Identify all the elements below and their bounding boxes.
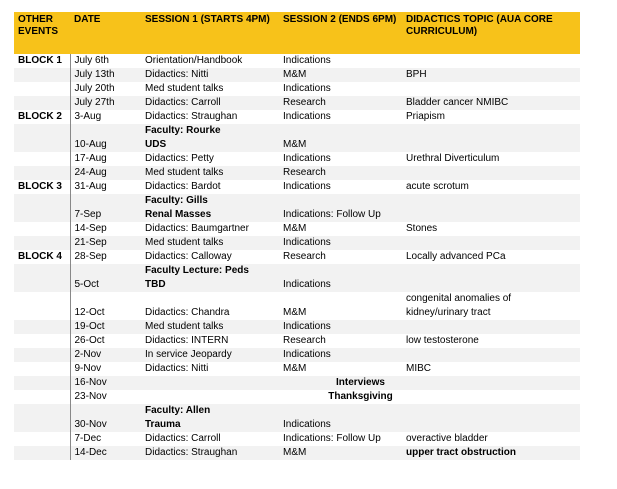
block-cell [14, 124, 70, 152]
session-1-cell: Didactics: INTERN [145, 335, 229, 346]
session-2-cell: M&M [279, 124, 402, 152]
faculty-name: Faculty: Allen [145, 405, 211, 416]
block-cell [14, 348, 70, 362]
table-row [14, 152, 580, 166]
block-cell [14, 376, 70, 390]
table-row [14, 124, 580, 152]
date-cell: 21-Sep [70, 236, 141, 250]
block-cell [14, 96, 70, 110]
topic-cell [402, 348, 580, 362]
session-1-cell: Orientation/Handbook [145, 55, 243, 66]
session-1-cell [141, 264, 279, 292]
block-cell [14, 264, 70, 292]
event-cell: Interviews [141, 376, 580, 390]
session-1-cell [141, 404, 279, 432]
topic-cell: upper tract obstruction [402, 446, 580, 460]
table-row [14, 96, 580, 110]
date-cell: 28-Sep [70, 250, 141, 264]
date-cell: 16-Nov [70, 376, 141, 390]
session-1-cell: Didactics: Petty [145, 153, 214, 164]
table-row [14, 446, 580, 460]
event-cell: Thanksgiving [328, 391, 393, 402]
table-row [14, 166, 580, 180]
session-2-cell: Indications [279, 320, 402, 334]
header-session-1: SESSION 1 (STARTS 4PM) [141, 12, 279, 54]
date-cell: July 27th [70, 96, 141, 110]
topic-cell: Priapism [406, 111, 445, 122]
session-1-cell: Med student talks [141, 320, 279, 334]
session-2-cell: M&M [283, 363, 307, 374]
session-1-cell: Med student talks [141, 166, 279, 180]
block-cell [14, 194, 70, 222]
table-row [14, 110, 580, 124]
session-1-cell: Didactics: Nitti [141, 68, 279, 82]
session-1-cell: Didactics: Calloway [145, 251, 232, 262]
topic-cell: acute scrotum [406, 181, 469, 192]
table-row [14, 362, 580, 376]
session-2-cell: Indications [283, 83, 331, 94]
session-2-cell: Indications: Follow Up [283, 433, 381, 444]
block-cell: BLOCK 3 [18, 181, 62, 192]
table-row [14, 404, 580, 432]
session-1-cell: Didactics: Nitti [145, 363, 209, 374]
session-1-cell: Med student talks [141, 236, 279, 250]
table-row [14, 264, 580, 292]
table-row [14, 348, 580, 362]
date-cell: 3-Aug [70, 110, 141, 124]
session-2-cell: Indications: Follow Up [279, 194, 402, 222]
block-cell [14, 362, 70, 376]
block-cell [14, 152, 70, 166]
topic-cell: Urethral Diverticulum [406, 153, 500, 164]
table-row [14, 54, 580, 68]
session-2-cell: Indications [279, 404, 402, 432]
schedule-table [14, 12, 580, 460]
session-1-cell [141, 124, 279, 152]
block-cell [14, 320, 70, 334]
date-cell: 17-Aug [70, 152, 141, 166]
block-cell [14, 82, 70, 96]
faculty-name: Faculty Lecture: Peds [145, 265, 249, 276]
table-row [14, 236, 580, 250]
date-cell: 31-Aug [70, 180, 141, 194]
date-cell: 26-Oct [70, 334, 141, 348]
date-cell: 7-Dec [70, 432, 141, 446]
topic-cell [402, 124, 580, 152]
topic-cell: overactive bladder [406, 433, 488, 444]
table-row [14, 376, 580, 390]
block-cell: BLOCK 1 [18, 55, 62, 66]
block-cell [14, 446, 70, 460]
header-session-2: SESSION 2 (ENDS 6PM) [279, 12, 402, 54]
topic-cell: BPH [402, 68, 580, 82]
date-cell: 2-Nov [70, 348, 141, 362]
date-cell: 5-Oct [70, 264, 141, 292]
date-cell: 24-Aug [70, 166, 141, 180]
date-cell: July 20th [70, 82, 141, 96]
session-1-cell: Didactics: Baumgartner [145, 223, 249, 234]
block-cell [14, 432, 70, 446]
session-2-cell: Indications [283, 181, 331, 192]
session-2-cell: Research [279, 96, 402, 110]
session-2-cell: M&M [279, 446, 402, 460]
block-cell [14, 404, 70, 432]
session-1-cell: In service Jeopardy [141, 348, 279, 362]
session-2-cell: Indications [283, 111, 331, 122]
faculty-topic: TBD [145, 279, 166, 290]
block-cell [14, 166, 70, 180]
header-other-events: OTHER EVENTS [14, 12, 70, 54]
topic-cell [402, 264, 580, 292]
session-1-cell: Didactics: Straughan [141, 446, 279, 460]
table-row [14, 334, 580, 348]
table-row [14, 390, 580, 404]
date-cell: 9-Nov [70, 362, 141, 376]
table-row [14, 180, 580, 194]
table-row [14, 222, 580, 236]
session-2-cell: M&M [283, 307, 307, 318]
block-cell [14, 390, 70, 404]
date-cell: July 6th [70, 54, 141, 68]
schedule-sheet [14, 12, 580, 460]
table-row [14, 320, 580, 334]
session-2-cell: Indications [283, 153, 331, 164]
topic-cell [402, 166, 580, 180]
block-cell [14, 68, 70, 82]
table-row [14, 68, 580, 82]
topic-cell: MIBC [406, 363, 431, 374]
topic-cell [402, 82, 580, 96]
topic-cell: Locally advanced PCa [406, 251, 506, 262]
session-2-cell: M&M [283, 223, 307, 234]
topic-cell: congenital anomalies of kidney/urinary tract [406, 293, 512, 318]
table-row [14, 250, 580, 264]
date-cell: 7-Sep [70, 194, 141, 222]
faculty-topic: Renal Masses [145, 209, 212, 220]
session-2-cell: Indications [279, 236, 402, 250]
topic-cell [402, 236, 580, 250]
faculty-name: Faculty: Rourke [145, 125, 221, 136]
session-2-cell: Indications [279, 348, 402, 362]
session-2-cell: Research [279, 166, 402, 180]
block-cell [14, 292, 70, 320]
header-date: DATE [70, 12, 141, 54]
session-1-cell [141, 194, 279, 222]
topic-cell: Bladder cancer NMIBC [402, 96, 580, 110]
session-1-cell: Med student talks [145, 83, 224, 94]
date-cell: 10-Aug [70, 124, 141, 152]
topic-cell [402, 54, 580, 68]
session-2-cell: Research [283, 335, 326, 346]
faculty-topic: UDS [145, 139, 167, 150]
session-1-cell: Didactics: Carroll [145, 433, 221, 444]
topic-cell [402, 320, 580, 334]
date-cell: July 13th [70, 68, 141, 82]
header-row [14, 12, 580, 54]
session-2-cell: Indications [283, 55, 331, 66]
block-cell [14, 334, 70, 348]
date-cell: 14-Sep [70, 222, 141, 236]
header-didactics-topic: DIDACTICS TOPIC (AUA CORE CURRICULUM) [402, 12, 580, 54]
block-cell: BLOCK 4 [18, 251, 62, 262]
block-cell [14, 236, 70, 250]
session-1-cell: Didactics: Bardot [145, 181, 221, 192]
table-row [14, 82, 580, 96]
date-cell: 30-Nov [70, 404, 141, 432]
session-1-cell: Didactics: Straughan [145, 111, 238, 122]
topic-cell: Stones [406, 223, 438, 234]
table-row [14, 432, 580, 446]
session-2-cell: Indications [279, 264, 402, 292]
table-row [14, 292, 580, 320]
session-2-cell: M&M [279, 68, 402, 82]
topic-cell [402, 194, 580, 222]
date-cell: 23-Nov [70, 390, 141, 404]
topic-cell [402, 404, 580, 432]
block-cell [14, 222, 70, 236]
date-cell: 14-Dec [70, 446, 141, 460]
date-cell: 19-Oct [70, 320, 141, 334]
faculty-name: Faculty: Gills [145, 195, 208, 206]
session-1-cell: Didactics: Chandra [145, 307, 230, 318]
topic-cell: low testosterone [406, 335, 479, 346]
table-row [14, 194, 580, 222]
faculty-topic: Trauma [145, 419, 181, 430]
block-cell: BLOCK 2 [18, 111, 62, 122]
date-cell: 12-Oct [70, 292, 141, 320]
session-1-cell: Didactics: Carroll [141, 96, 279, 110]
session-2-cell: Research [283, 251, 326, 262]
